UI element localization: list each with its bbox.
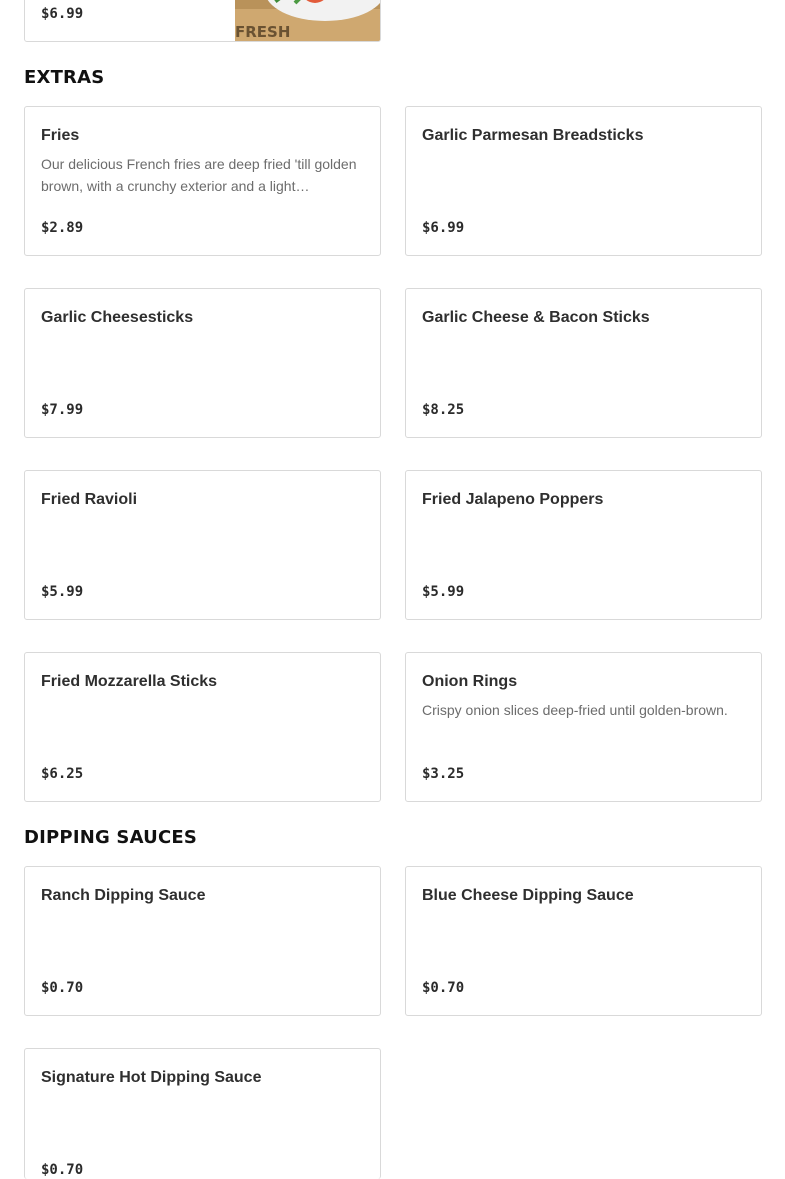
item-price: $2.89: [41, 220, 84, 236]
menu-item-fries[interactable]: [24, 106, 381, 256]
item-price: $8.25: [422, 402, 465, 418]
menu-item-fried-jalapeno-poppers[interactable]: [405, 470, 762, 620]
menu-item-garlic-cheesesticks[interactable]: [24, 288, 381, 438]
section-title-extras: EXTRAS: [24, 67, 105, 88]
menu-item-signature-hot-dipping-sauce[interactable]: [24, 1048, 381, 1179]
item-name: Fries: [41, 127, 80, 144]
photo-text: FRESH: [235, 23, 291, 41]
menu-item-fried-mozzarella-sticks[interactable]: [24, 652, 381, 802]
section-title-dipping-sauces: DIPPING SAUCES: [24, 827, 198, 848]
item-price: $3.25: [422, 766, 465, 782]
item-name: Ranch Dipping Sauce: [41, 887, 206, 904]
item-name: Fried Mozzarella Sticks: [41, 673, 218, 690]
menu-item-card[interactable]: [24, 0, 381, 42]
item-price: $0.70: [41, 980, 84, 996]
menu-item-garlic-parmesan-breadsticks[interactable]: [405, 106, 762, 256]
item-price: $6.99: [41, 6, 84, 22]
item-name: Garlic Parmesan Breadsticks: [422, 127, 644, 144]
item-price: $5.99: [422, 584, 465, 600]
menu-item-ranch-dipping-sauce[interactable]: [24, 866, 381, 1016]
menu-item-fried-ravioli[interactable]: [24, 470, 381, 620]
item-price: $6.25: [41, 766, 84, 782]
item-name: Onion Rings: [422, 673, 518, 690]
item-name: Blue Cheese Dipping Sauce: [422, 887, 634, 904]
item-price: $0.70: [41, 1162, 84, 1178]
item-price: $5.99: [41, 584, 84, 600]
menu-item-blue-cheese-dipping-sauce[interactable]: [405, 866, 762, 1016]
item-name: Fried Jalapeno Poppers: [422, 491, 604, 508]
item-photo: [235, 0, 380, 41]
item-name: Signature Hot Dipping Sauce: [41, 1069, 262, 1086]
item-name: Fried Ravioli: [41, 491, 138, 508]
item-price: $6.99: [422, 220, 465, 236]
item-description: Crispy onion slices deep-fried until golden-brown.: [422, 702, 728, 718]
menu-item-onion-rings[interactable]: [405, 652, 762, 802]
item-price: $7.99: [41, 402, 84, 418]
item-price: $0.70: [422, 980, 465, 996]
item-name: Garlic Cheesesticks: [41, 309, 194, 326]
item-description: Our delicious French fries are deep fried 'till golden brown, with a crunchy exterior and a light…: [41, 156, 357, 194]
item-name: Garlic Cheese & Bacon Sticks: [422, 309, 650, 326]
menu-item-garlic-cheese-bacon-sticks[interactable]: [405, 288, 762, 438]
